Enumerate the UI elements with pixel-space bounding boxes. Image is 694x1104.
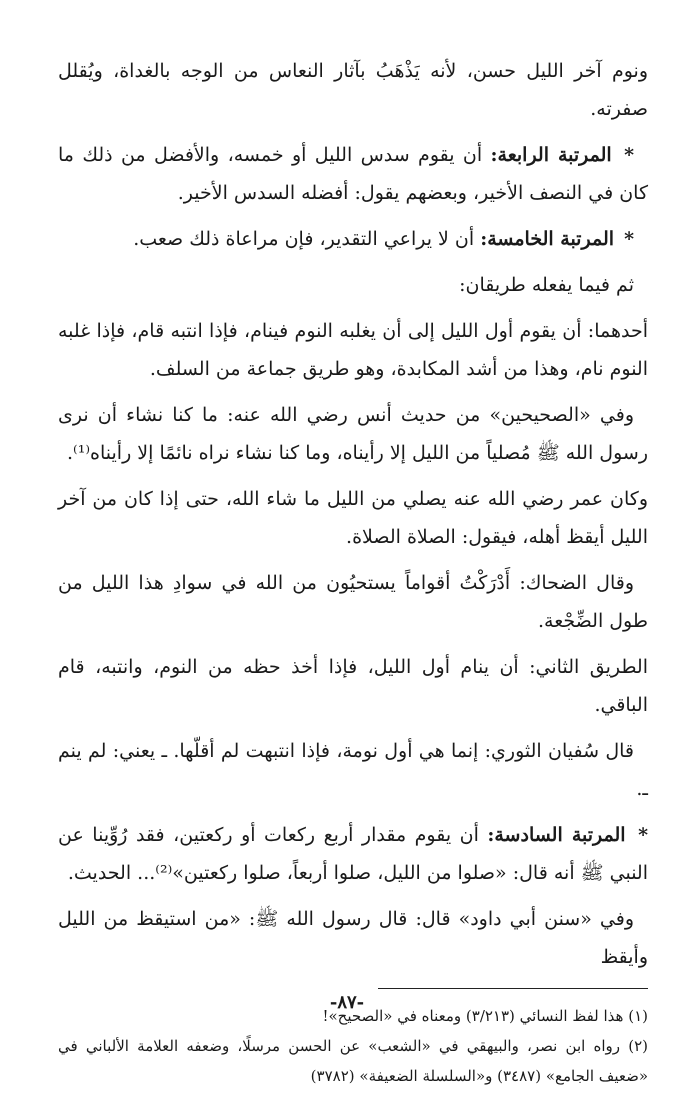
rank-marker: * xyxy=(638,824,648,846)
rank-label: المرتبة الرابعة: xyxy=(490,144,612,166)
paragraph-rank-5 xyxy=(58,220,648,258)
page-number: -٨٧- xyxy=(329,992,365,1013)
paragraph-text: قال سُفيان الثوري: إنما هي أول نومة، فإذا انتبهت لم أقلّها. ـ يعني: لم ينم ـ. xyxy=(58,740,648,800)
rank-label: المرتبة الخامسة: xyxy=(480,228,615,250)
paragraph-text: وكان عمر رضي الله عنه يصلي من الليل ما شاء الله، حتى إذا كان من آخر الليل أيقظ أهله، فيقول: الصلاة الصلاة. xyxy=(58,488,648,548)
rank-marker: * xyxy=(624,144,634,166)
paragraph-text: وقال الضحاك: أَدْرَكْتُ أقواماً يستحيُون من الله في سوادِ هذا الليل من طول الضِّجْعة. xyxy=(58,572,648,632)
paragraph-text: وفي «سنن أبي داود» قال: قال رسول الله ﷺ: «من استيقظ من الليل وأيقظ xyxy=(58,908,648,968)
footnotes xyxy=(58,1001,648,1091)
paragraph-9 xyxy=(58,648,648,724)
paragraph-rank-6 xyxy=(58,816,648,892)
paragraph-text: وفي «الصحيحين» من حديث أنس رضي الله عنه: ما كنا نشاء أن نرى رسول الله ﷺ مُصلياً من الليل إلا رأيناه، وما كنا نشاء نراه نائمًا إلا رأيناه⁽¹⁾. xyxy=(58,404,648,464)
paragraph-4 xyxy=(58,266,648,304)
paragraph-10 xyxy=(58,732,648,808)
paragraph-6 xyxy=(58,396,648,472)
paragraph-5 xyxy=(58,312,648,388)
page-body xyxy=(58,52,648,1091)
footnote-1: (١) هذا لفظ النسائي (٣/٢١٣) ومعناه في «الصحيح»! xyxy=(322,1007,648,1025)
footnote-2: (٢) رواه ابن نصر، والبيهقي في «الشعب» عن الحسن مرسلًا، وضعفه العلامة الألباني في «ضعيف الجامع» (٣٤٨٧) و«السلسلة الضعيفة» (٣٧٨٢) xyxy=(58,1037,648,1085)
paragraph-text: أحدهما: أن يقوم أول الليل إلى أن يغلبه النوم فينام، فإذا انتبه قام، فإذا غلبه النوم نام، وهذا من أشد المكابدة، وهو طريق جماعة من السلف. xyxy=(58,320,648,380)
paragraph-text: أن يقوم مقدار أربع ركعات أو ركعتين، فقد رُوِّينا عن النبي ﷺ أنه قال: «صلوا من الليل، صلوا أربعاً، صلوا ركعتين»⁽²⁾... الحديث. xyxy=(58,824,648,884)
footnote-divider xyxy=(378,988,648,989)
paragraph-8 xyxy=(58,564,648,640)
rank-marker: * xyxy=(624,228,634,250)
paragraph-1 xyxy=(58,52,648,128)
paragraph-text: ثم فيما يفعله طريقان: xyxy=(459,274,634,296)
paragraph-rank-4 xyxy=(58,136,648,212)
paragraph-text: أن لا يراعي التقدير، فإن مراعاة ذلك صعب. xyxy=(133,228,475,250)
paragraph-text: ونوم آخر الليل حسن، لأنه يَذْهَبُ بآثار النعاس من الوجه بالغداة، ويُقلل صفرته. xyxy=(58,60,648,120)
paragraph-text: الطريق الثاني: أن ينام أول الليل، فإذا أخذ حظه من النوم، وانتبه، قام الباقي. xyxy=(58,656,648,716)
paragraph-text: أن يقوم سدس الليل أو خمسه، والأفضل من ذلك ما كان في النصف الأخير، وبعضهم يقول: أفضله السدس الأخير. xyxy=(58,144,648,204)
paragraph-7 xyxy=(58,480,648,556)
rank-label: المرتبة السادسة: xyxy=(487,824,626,846)
paragraph-12 xyxy=(58,900,648,976)
